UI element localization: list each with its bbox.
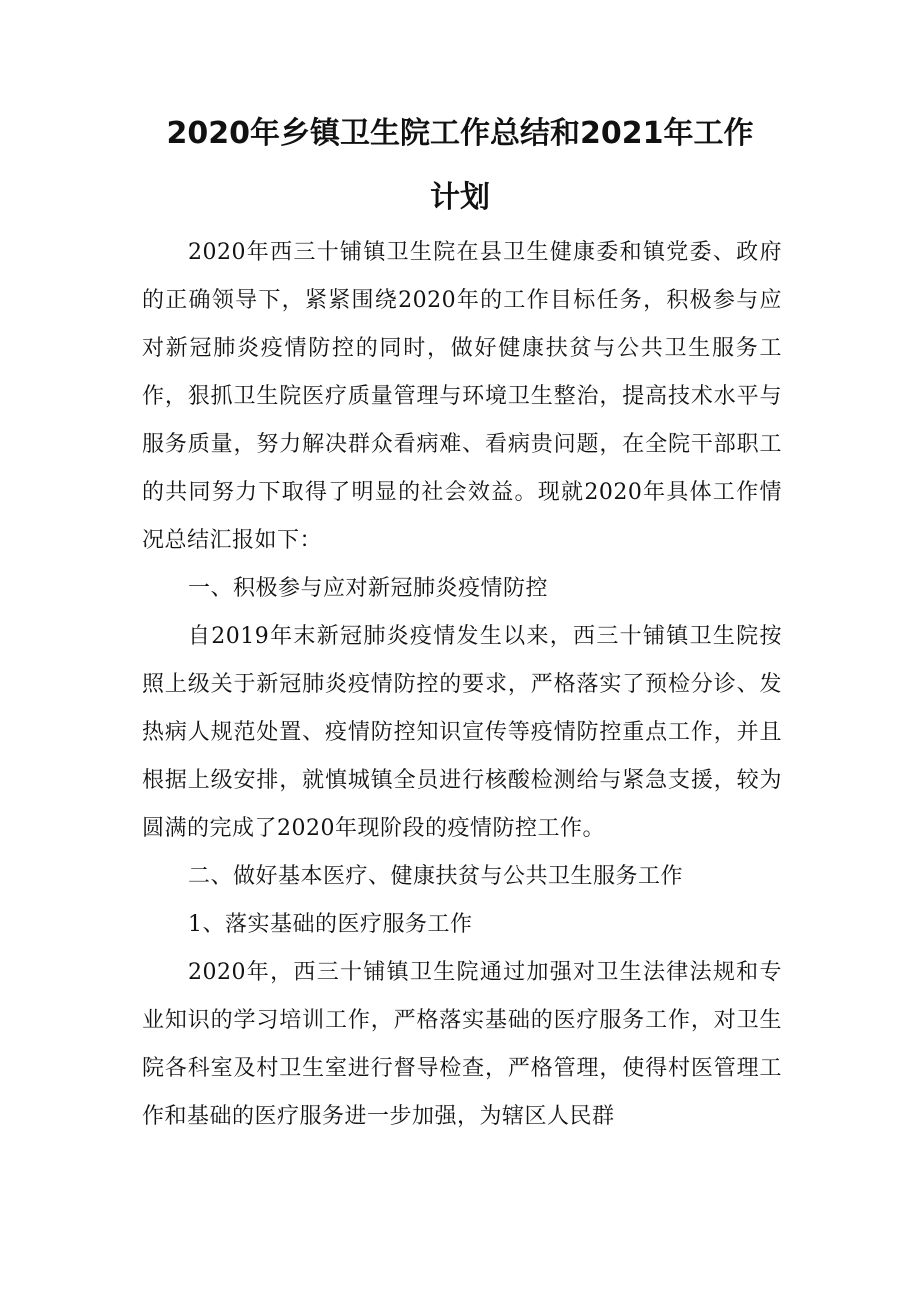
section-heading-1: 一、积极参与应对新冠肺炎疫情防控 — [188, 576, 549, 601]
paragraph-intro: 2020年西三十铺镇卫生院在县卫生健康委和镇党委、政府的正确领导下，紧紧围绕2020年的工作目标任务，积极参与应对新冠肺炎疫情防控的同时，做好健康扶贫与公共卫生服务工作，狠抓卫生院医疗质量管理与环境卫生整治，提高技术水平与服务质量，努力解决群众看病难、看病贵问题，在全院干部职工的共同努力下取得了明显的社会效益。现就2020年具体工作情况总结汇报如下： — [142, 240, 782, 553]
document-title-line-1: 2020年乡镇卫生院工作总结和2021年工作 — [166, 116, 754, 151]
section-heading-2: 二、做好基本医疗、健康扶贫与公共卫生服务工作 — [188, 864, 684, 889]
document-title-line-2: 计划 — [430, 180, 490, 215]
subsection-heading-1: 1、落实基础的医疗服务工作 — [188, 912, 473, 937]
paragraph-epidemic-control: 自2019年末新冠肺炎疫情发生以来，西三十铺镇卫生院按照上级关于新冠肺炎疫情防控的要求，严格落实了预检分诊、发热病人规范处置、疫情防控知识宣传等疫情防控重点工作，并且根据上级安排，就慎城镇全员进行核酸检测给与紧急支援，较为圆满的完成了2020年现阶段的疫情防控工作。 — [142, 624, 782, 841]
document-body — [142, 229, 782, 1141]
paragraph-medical-service: 2020年，西三十铺镇卫生院通过加强对卫生法律法规和专业知识的学习培训工作，严格落实基础的医疗服务工作，对卫生院各科室及村卫生室进行督导检查，严格管理，使得村医管理工作和基础的医疗服务进一步加强，为辖区人民群 — [142, 960, 782, 1129]
